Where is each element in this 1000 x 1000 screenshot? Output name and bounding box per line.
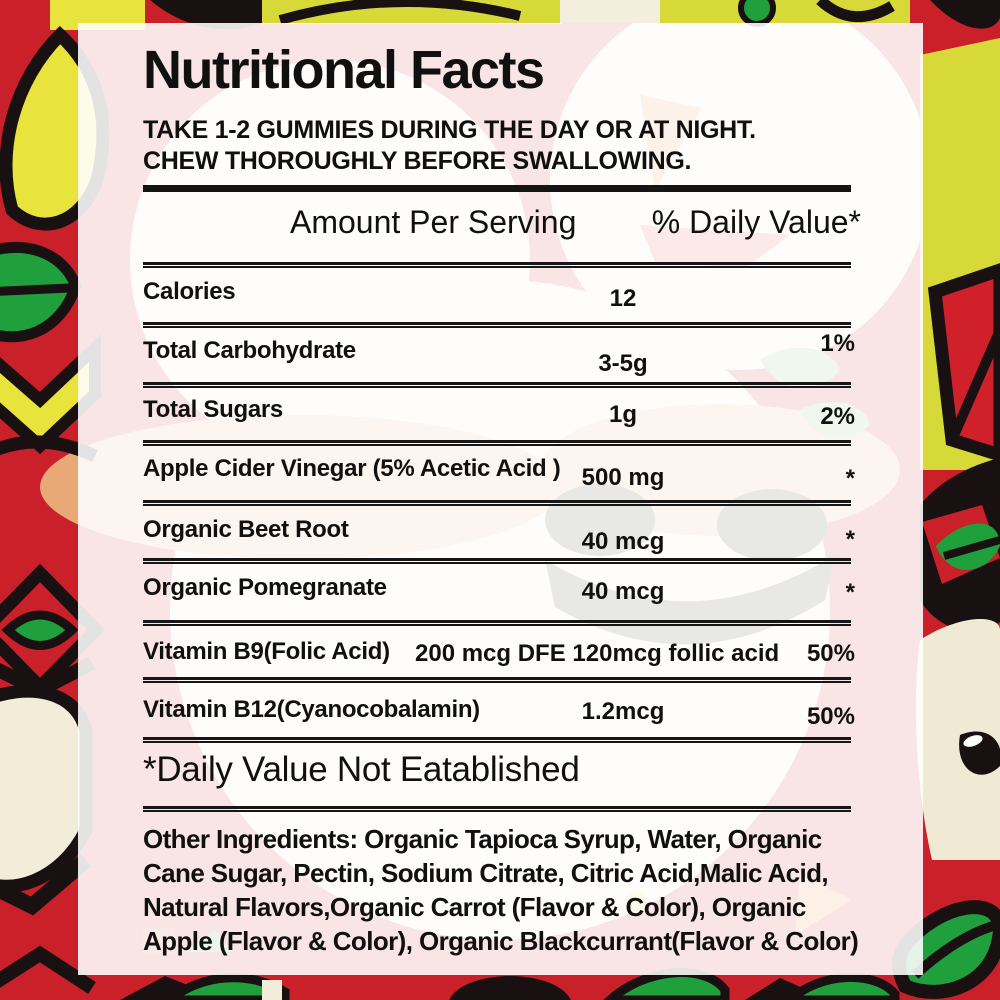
nutrient-name: Calories (143, 278, 236, 305)
nutrient-amount: 1.2mcg (581, 698, 665, 725)
row-divider (143, 322, 851, 328)
nutrient-name: Vitamin B9(Folic Acid) (143, 638, 390, 665)
row-divider (143, 677, 851, 683)
nutrient-amount: 1g (608, 401, 637, 428)
nutrient-daily-value: 1% (820, 330, 855, 357)
nutrient-amount: 40 mcg (581, 528, 665, 555)
nutrient-amount: 500 mg (581, 464, 665, 491)
nutrient-name: Organic Beet Root (143, 516, 349, 543)
footnote-divider (143, 806, 851, 812)
row-divider (143, 262, 851, 268)
nutrient-amount: 12 (609, 285, 637, 312)
row-divider (143, 737, 851, 743)
table-header (78, 204, 923, 244)
row-divider (143, 382, 851, 388)
header-amount-per-serving: Amount Per Serving (290, 204, 577, 240)
nutrient-daily-value: * (845, 465, 855, 492)
nutrient-daily-value: * (845, 579, 855, 606)
nutrient-amount: 40 mcg (581, 578, 665, 605)
nutrient-row-organic-pomegranate (78, 574, 923, 626)
nutrient-daily-value: 50% (806, 640, 855, 667)
directions-line-1: TAKE 1-2 GUMMIES DURING THE DAY OR AT NIGHT. (143, 116, 756, 144)
directions-line-2: CHEW THOROUGHLY BEFORE SWALLOWING. (143, 147, 692, 175)
nutrient-daily-value: 50% (806, 703, 855, 730)
nutrient-amount: 3-5g (598, 350, 648, 377)
nutrient-daily-value: * (845, 526, 855, 553)
nutrient-name: Organic Pomegranate (143, 574, 387, 601)
header-daily-value: % Daily Value* (651, 204, 861, 240)
daily-value-footnote: *Daily Value Not Eatablished (143, 750, 580, 789)
other-ingredients-text: Other Ingredients: Organic Tapioca Syrup, Water, Organic Cane Sugar, Pectin, Sodium Citrate, Citric Acid,Malic Acid, Natural Flavors,Organic Carrot (Flavor & Color), Organic Apple (Flavor & Color), Organic Blackcurrant(Flavor & Color) (143, 824, 859, 956)
nutrient-name: Vitamin B12(Cyanocobalamin) (143, 696, 480, 723)
page-title: Nutritional Facts (143, 40, 544, 100)
row-divider (143, 620, 851, 626)
row-divider (143, 558, 851, 564)
nutrient-amount: 200 mcg DFE 120mcg follic acid (415, 640, 780, 667)
row-divider (143, 440, 851, 446)
nutrient-name: Apple Cider Vinegar (5% Acetic Acid ) (143, 455, 561, 482)
nutrition-panel (78, 23, 923, 975)
thick-divider (143, 185, 851, 192)
nutrient-name: Total Sugars (143, 396, 283, 423)
nutrient-daily-value: 2% (820, 403, 855, 430)
nutrient-name: Total Carbohydrate (143, 337, 356, 364)
row-divider (143, 500, 851, 506)
directions-text (143, 115, 756, 177)
